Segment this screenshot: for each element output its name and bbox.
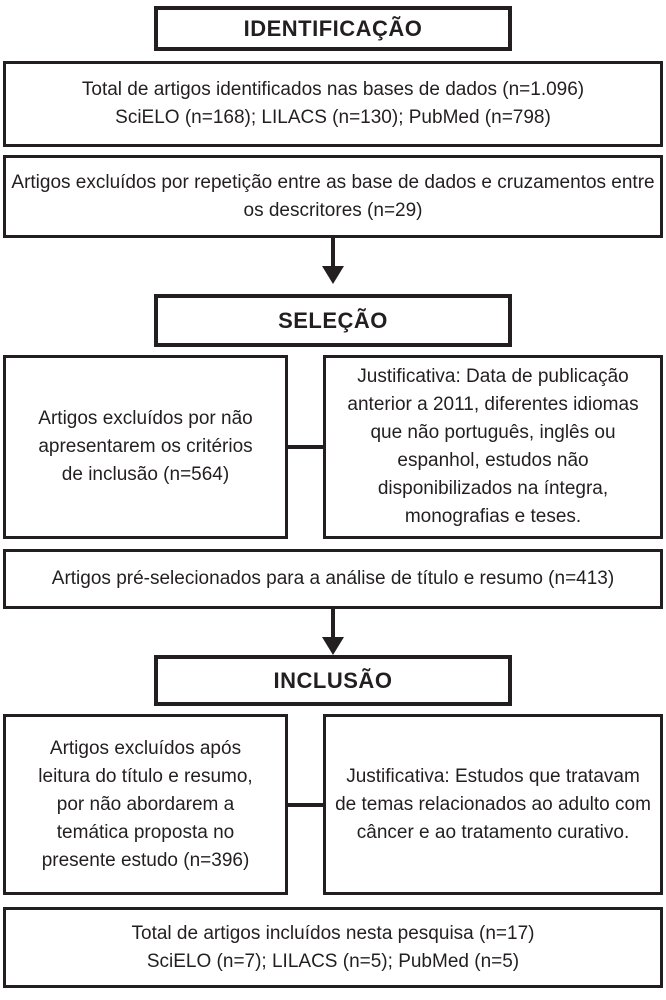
stage-identification-box — [154, 6, 512, 51]
stage-inclusion-box — [154, 655, 512, 706]
box-preselected — [3, 549, 663, 609]
arrow-head-icon — [322, 266, 344, 284]
box-inclusion-justification — [323, 714, 663, 895]
horizontal-connector-2 — [288, 803, 323, 807]
selection-justification-text: Justificativa: Data de publicação anterior a 2011, diferentes idiomas que não português, inglês ou espanhol, estudos não disponibilizados na íntegra, monografias e teses. — [347, 366, 639, 527]
total-identified-line2: SciELO (n=168); LILACS (n=130); PubMed (n=798) — [115, 107, 551, 128]
arrow-shaft — [331, 609, 335, 637]
excluded-criteria-text: Artigos excluídos por não apresentarem os critérios de inclusão (n=564) — [38, 408, 253, 485]
arrow-shaft — [331, 238, 335, 266]
excluded-duplicates-text: Artigos excluídos por repetição entre as base de dados e cruzamentos entre os descritores (n=29) — [11, 171, 655, 221]
box-excluded-after-reading — [3, 714, 288, 895]
inclusion-row — [3, 714, 663, 895]
box-excluded-criteria — [3, 355, 288, 539]
down-arrow-1 — [3, 238, 663, 284]
total-included-line2: SciELO (n=7); LILACS (n=5); PubMed (n=5) — [146, 950, 520, 972]
stage-identification-label: IDENTIFICAÇÃO — [243, 15, 423, 41]
excluded-after-reading-text: Artigos excluídos após leitura do título e resumo, por não abordarem a temática proposta no presente estudo (n=396) — [38, 737, 253, 871]
stage-selection-label: SELEÇÃO — [278, 307, 388, 333]
box-total-included — [3, 907, 663, 988]
horizontal-connector-1 — [288, 445, 323, 449]
stage-selection-box — [154, 294, 512, 347]
arrow-head-icon — [322, 637, 344, 655]
total-identified-line1: Total de artigos identificados nas bases de dados (n=1.096) — [81, 79, 585, 100]
preselected-text: Artigos pré-selecionados para a análise de título e resumo (n=413) — [51, 568, 615, 589]
box-total-identified — [3, 61, 663, 147]
box-selection-justification — [323, 355, 663, 539]
stage-inclusion-label: INCLUSÃO — [273, 667, 393, 693]
down-arrow-2 — [3, 609, 663, 655]
inclusion-justification-text: Justificativa: Estudos que tratavam de temas relacionados ao adulto com câncer e ao tratamento curativo. — [335, 765, 651, 843]
selection-row — [3, 355, 663, 539]
box-excluded-duplicates — [3, 155, 663, 238]
total-included-line1: Total de artigos incluídos nesta pesquisa (n=17) — [131, 922, 535, 944]
